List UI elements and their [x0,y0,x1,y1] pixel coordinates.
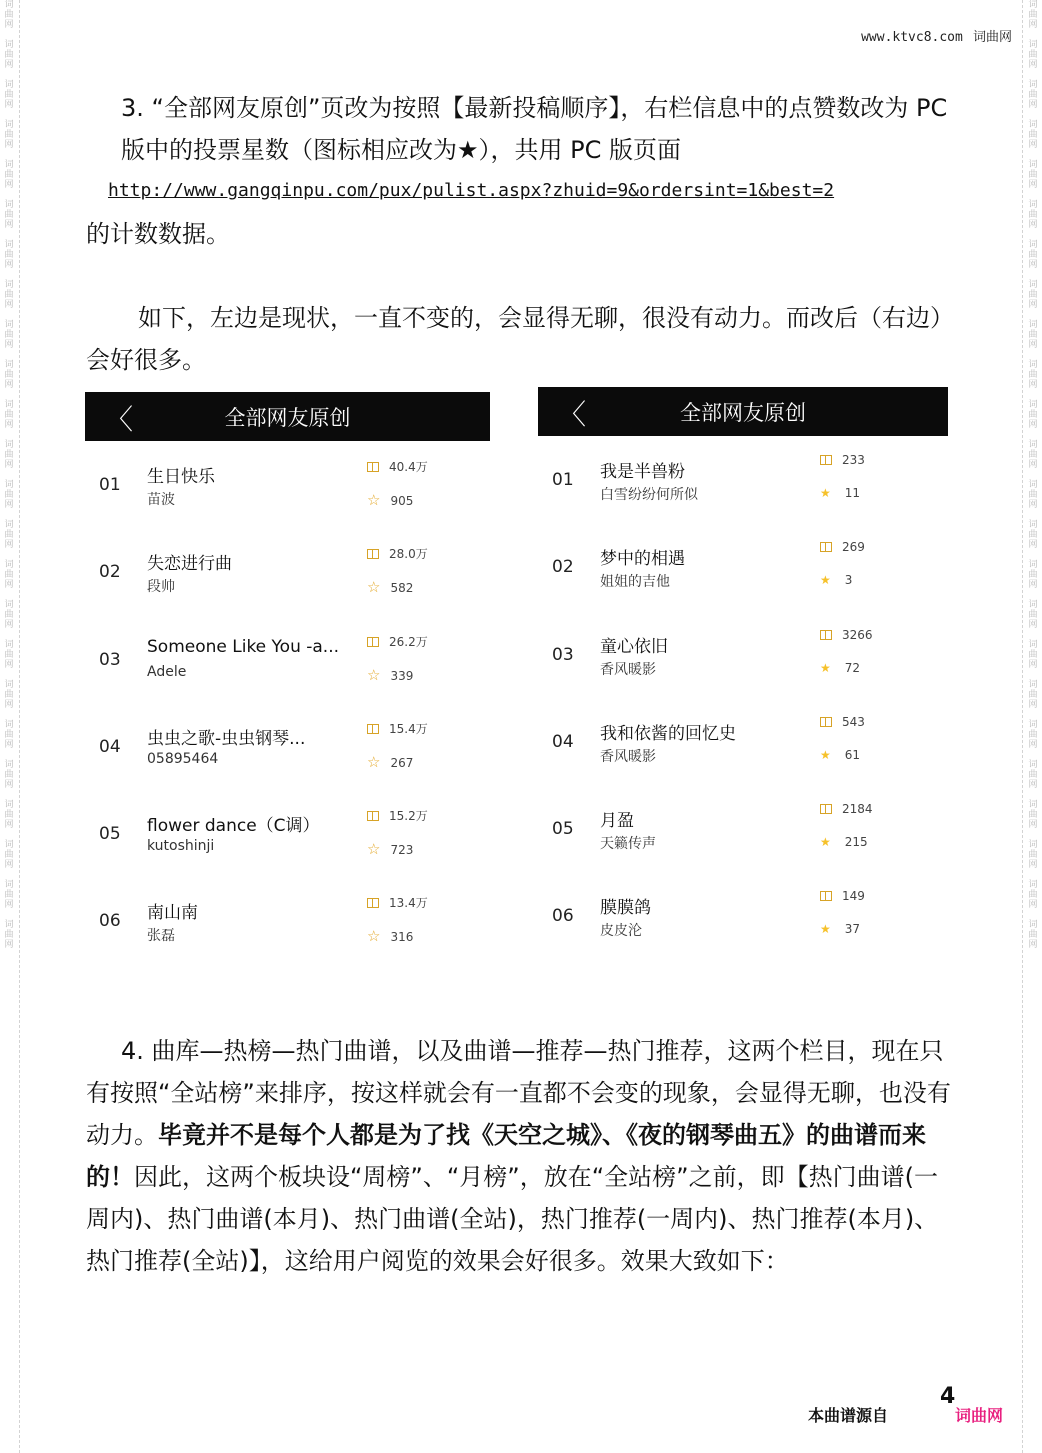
rating-count [367,578,413,596]
book-icon [367,637,379,647]
view-count-value: 28.0万 [389,547,428,562]
view-count-value: 40.4万 [389,460,428,474]
section4-text-b: 因此，这两个板块设“周榜”、“月榜”，放在“全站榜”之前，即【热门曲谱(一周内)、热门曲谱(本月)、热门曲谱(全站)，热门推荐(一周内)、热门推荐(本月)、热门推荐(全站)】，这给用户阅览的效果会好很多。效果大致如下： [86,1163,939,1275]
rank-number: 06 [552,906,574,927]
view-count [367,633,428,650]
rank-number: 01 [99,475,121,495]
rank-number: 01 [552,470,574,490]
rating-count-value: 11 [844,486,861,500]
song-title: 我和依酱的回忆史 [600,723,736,744]
list-item[interactable] [85,703,490,790]
view-count-value: 2184 [842,802,873,817]
star-icon: ★ [820,747,831,762]
view-count-value: 3266 [842,627,873,642]
rank-number: 04 [99,736,121,757]
view-count-value: 15.2万 [389,809,428,824]
view-count-value: 15.4万 [389,721,428,736]
rank-number: 03 [552,644,574,665]
book-icon [367,811,379,821]
rating-count-value: 723 [390,843,414,858]
book-icon [820,891,832,901]
rating-count [820,661,860,675]
song-title: 梦中的相遇 [600,549,685,570]
right-song-list [538,436,948,960]
rating-count [820,573,852,587]
proposed-ui-screenshot [538,387,948,960]
song-author: 香风暖影 [600,661,656,678]
view-count [820,540,865,554]
header-site-name: 词曲网 [972,30,1012,45]
view-count [367,545,428,562]
song-author: 天籁传声 [600,836,656,853]
right-watermark-strip: 词 曲 网 词 曲 网 词 曲 网 词 曲 网 词 曲 网 词 曲 网 词 曲 网 词 曲 网 词 曲 网 词 曲 网 词 曲 网 词 曲 网 词 曲 网 词 曲 网 词 曲 网 词 曲 网 词 曲 网 词 曲 网 词 曲 网 词 曲 网 词 曲 网 词 曲 网 词 曲 网 词 曲 网 [1028,0,1038,950]
view-count-value: 26.2万 [389,634,428,649]
song-author: 苗波 [147,492,175,508]
rank-number: 06 [99,911,121,932]
rating-count-value: 316 [390,930,414,945]
star-icon: ☆ [367,665,381,684]
left-phone-title: 全部网友原创 [224,406,351,430]
rating-count [367,666,413,684]
rank-number: 05 [99,824,121,845]
rating-count-value: 339 [390,668,414,683]
song-title: 失恋进行曲 [147,554,232,575]
star-icon: ☆ [367,752,381,771]
view-count-value: 269 [842,540,865,555]
list-item[interactable] [538,785,948,872]
list-item[interactable] [538,872,948,959]
view-count [820,628,873,642]
section4-text-a: 4. 曲库—热榜—热门曲谱，以及曲谱—推荐—热门推荐，这两个栏目，现在只有按照“全站榜”来排序，按这样就会有一直都不会变的现象，会显得无聊，也没有动力。 [86,1037,951,1149]
star-icon: ☆ [367,578,381,597]
page-number: 4 [940,1384,956,1409]
rating-count [820,922,860,936]
rating-count-value: 267 [390,755,414,770]
rank-number: 03 [99,649,121,670]
song-author: kutoshinji [147,838,215,855]
rating-count-value: 37 [844,922,861,937]
star-icon: ★ [820,486,831,500]
view-count-value: 543 [842,714,865,729]
section3-paragraph [86,87,958,171]
star-icon: ★ [820,573,831,588]
footer-brand[interactable]: 词曲网 [955,1406,1004,1425]
rating-count [367,927,413,945]
song-title: 我是半兽粉 [600,462,685,482]
view-count [820,453,865,467]
view-count [367,458,428,475]
song-author: 张磊 [147,928,175,945]
rating-count-value: 215 [844,835,868,850]
book-icon [367,724,379,734]
view-count-value: 233 [842,453,865,467]
list-item[interactable] [538,698,948,785]
left-song-list [85,441,490,965]
book-icon [820,717,832,727]
rank-number: 02 [552,557,574,578]
view-count [367,720,428,737]
book-icon [820,630,832,640]
rating-count-value: 61 [844,747,861,762]
left-watermark-strip: 词 曲 网 词 曲 网 词 曲 网 词 曲 网 词 曲 网 词 曲 网 词 曲 网 词 曲 网 词 曲 网 词 曲 网 词 曲 网 词 曲 网 词 曲 网 词 曲 网 词 曲 网 词 曲 网 词 曲 网 词 曲 网 词 曲 网 词 曲 网 词 曲 网 词 曲 网 词 曲 网 词 曲 网 [4,0,14,950]
rating-count [367,753,413,771]
section3-text-a: 3. “全部网友原创”页改为按照【最新投稿顺序】，右栏信息中的点赞数改为 PC 版中的投票星数（图标相应改为 [121,94,948,164]
view-count [367,894,428,911]
current-ui-screenshot [85,392,490,965]
rating-count [367,840,413,858]
song-title: Someone Like You -a... [147,636,340,657]
song-author: 段帅 [147,579,175,596]
star-icon: ★ [820,835,831,850]
left-dashed-border [19,0,20,1453]
view-count-value: 149 [842,889,865,904]
rating-count-value: 72 [844,660,861,675]
book-icon [367,898,379,908]
book-icon [820,455,832,465]
star-icon: ☆ [367,927,381,946]
book-icon [820,542,832,552]
song-title: 生日快乐 [147,467,215,487]
rating-count [367,491,413,509]
song-title: 南山南 [147,903,198,924]
comparison-note: 如下，左边是现状，一直不变的，会显得无聊，很没有动力。而改后（右边）会好很多。 [86,304,954,374]
star-icon: ★ [457,136,479,164]
section4-paragraph [86,1030,958,1282]
rating-count-value: 905 [390,494,414,508]
view-count [367,807,428,824]
section3-text-b: ），共用 PC 版页面 [478,136,682,164]
rating-count [820,835,868,849]
song-title: 膜膜鸽 [600,898,651,919]
header-site-url[interactable]: www.ktvc8.com [861,30,963,45]
song-author: 皮皮沦 [600,923,642,940]
header-site [861,26,1012,45]
left-phone-header [85,392,490,441]
list-item[interactable] [85,877,490,964]
footer-source-note: 本曲谱源自 [808,1406,889,1425]
star-icon: ★ [820,922,831,937]
rating-count [820,748,860,762]
section3-tail: 的计数数据。 [86,220,230,248]
list-item[interactable] [85,528,490,615]
song-author: 姐姐的吉他 [600,574,670,591]
right-dashed-border [1022,0,1023,1453]
section4-bold-text: 毕竟并不是每个人都是为了找《天空之城》、《夜的钢琴曲五》的曲谱而来的！ [86,1121,926,1191]
rank-number: 02 [99,562,121,583]
list-item[interactable] [85,616,490,703]
rank-number: 05 [552,819,574,840]
book-icon [820,804,832,814]
rating-count-value: 3 [844,573,853,588]
back-arrow-icon[interactable]: 〈 [558,398,587,431]
song-title: 月盈 [600,811,634,832]
song-title: flower dance（C调） [147,816,320,837]
back-arrow-icon[interactable]: 〈 [105,403,134,436]
view-count [820,715,865,729]
song-author: 白雪纷纷何所似 [600,487,698,503]
song-title: 童心依旧 [600,636,668,657]
right-phone-header [538,387,948,436]
right-phone-title: 全部网友原创 [680,401,806,425]
book-icon [367,549,379,559]
song-author: Adele [147,663,187,680]
rating-count-value: 582 [390,581,414,596]
rating-count [820,486,860,500]
reference-url-link[interactable]: http://www.gangqinpu.com/pux/pulist.aspx?zhuid=9&ordersint=1&best=2 [108,180,835,201]
list-item[interactable] [85,441,490,528]
list-item[interactable] [538,611,948,698]
list-item[interactable] [538,523,948,610]
song-title: 虫虫之歌-虫虫钢琴... [147,728,306,749]
song-author: 香风暖影 [600,748,656,765]
list-item[interactable] [85,790,490,877]
view-count [820,889,865,903]
rank-number: 04 [552,731,574,752]
book-icon [367,462,379,472]
view-count-value: 13.4万 [389,896,428,911]
list-item[interactable] [538,436,948,523]
star-icon: ☆ [367,840,381,859]
star-icon: ★ [820,660,831,675]
view-count [820,802,873,816]
song-author: 05895464 [147,750,219,767]
star-icon: ☆ [367,491,381,509]
